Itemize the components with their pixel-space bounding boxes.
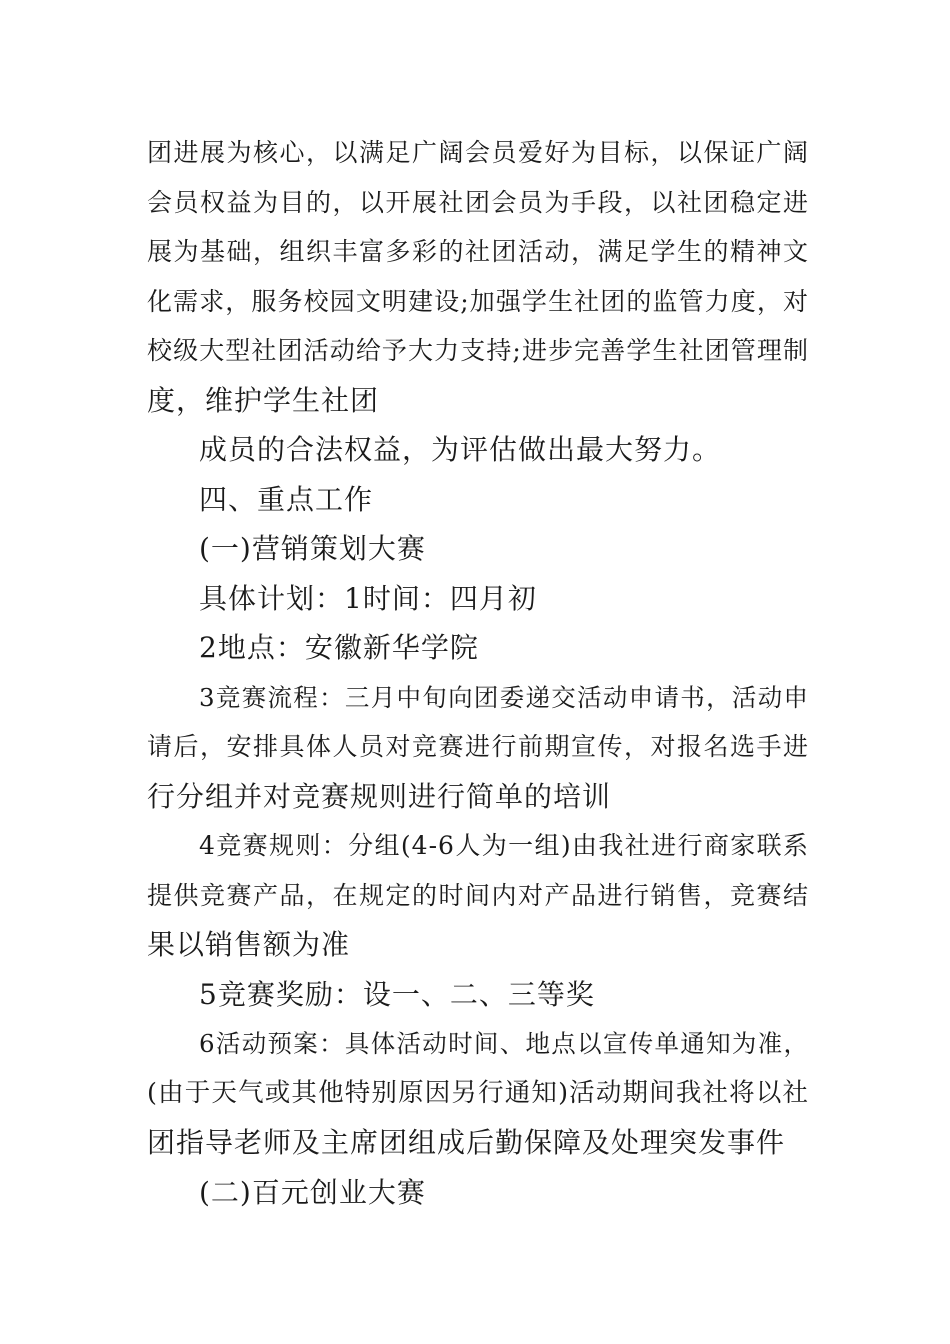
section-heading: 四、重点工作: [199, 482, 374, 516]
text-line: 团指导老师及主席团组成后勤保障及处理突发事件: [147, 1126, 786, 1159]
document-body: [147, 128, 809, 1217]
subsection-heading: (一)营销策划大赛: [199, 532, 426, 565]
text-line: 3竞赛流程：三月中旬向团委递交活动申请书，活动申: [199, 682, 809, 712]
text-line: 果以销售额为准: [147, 928, 351, 961]
text-line: 校级大型社团活动给予大力支持;进步完善学生社团管理制: [147, 336, 809, 365]
text-line: 具体计划：1时间：四月初: [199, 581, 537, 615]
text-line: 5竞赛奖励：设一、二、三等奖: [199, 977, 595, 1011]
text-line: 6活动预案：具体活动时间、地点以宣传单通知为准，: [199, 1029, 809, 1058]
text-line: 提供竞赛产品，在规定的时间内对产品进行销售，竞赛结: [147, 880, 809, 910]
text-line: 展为基础，组织丰富多彩的社团活动，满足学生的精神文: [147, 237, 809, 266]
text-line: 化需求，服务校园文明建设;加强学生社团的监管力度，对: [147, 286, 809, 316]
subsection-heading: (二)百元创业大赛: [199, 1175, 426, 1209]
text-line: 会员权益为目的，以开展社团会员为手段，以社团稳定进: [147, 187, 809, 217]
text-line: 度，维护学生社团: [147, 383, 380, 417]
text-line: 2地点：安徽新华学院: [199, 631, 479, 664]
text-line: 4竞赛规则：分组(4-6人为一组)由我社进行商家联系: [199, 831, 809, 860]
text-line: 团进展为核心，以满足广阔会员爱好为目标，以保证广阔: [147, 138, 809, 167]
text-line: 行分组并对竞赛规则进行简单的培训: [147, 779, 612, 813]
text-line: 成员的合法权益，为评估做出最大努力。: [199, 433, 722, 466]
text-line: (由于天气或其他特别原因另行通知)活动期间我社将以社: [147, 1077, 809, 1108]
text-line: 请后，安排具体人员对竞赛进行前期宣传，对报名选手进: [147, 732, 809, 761]
